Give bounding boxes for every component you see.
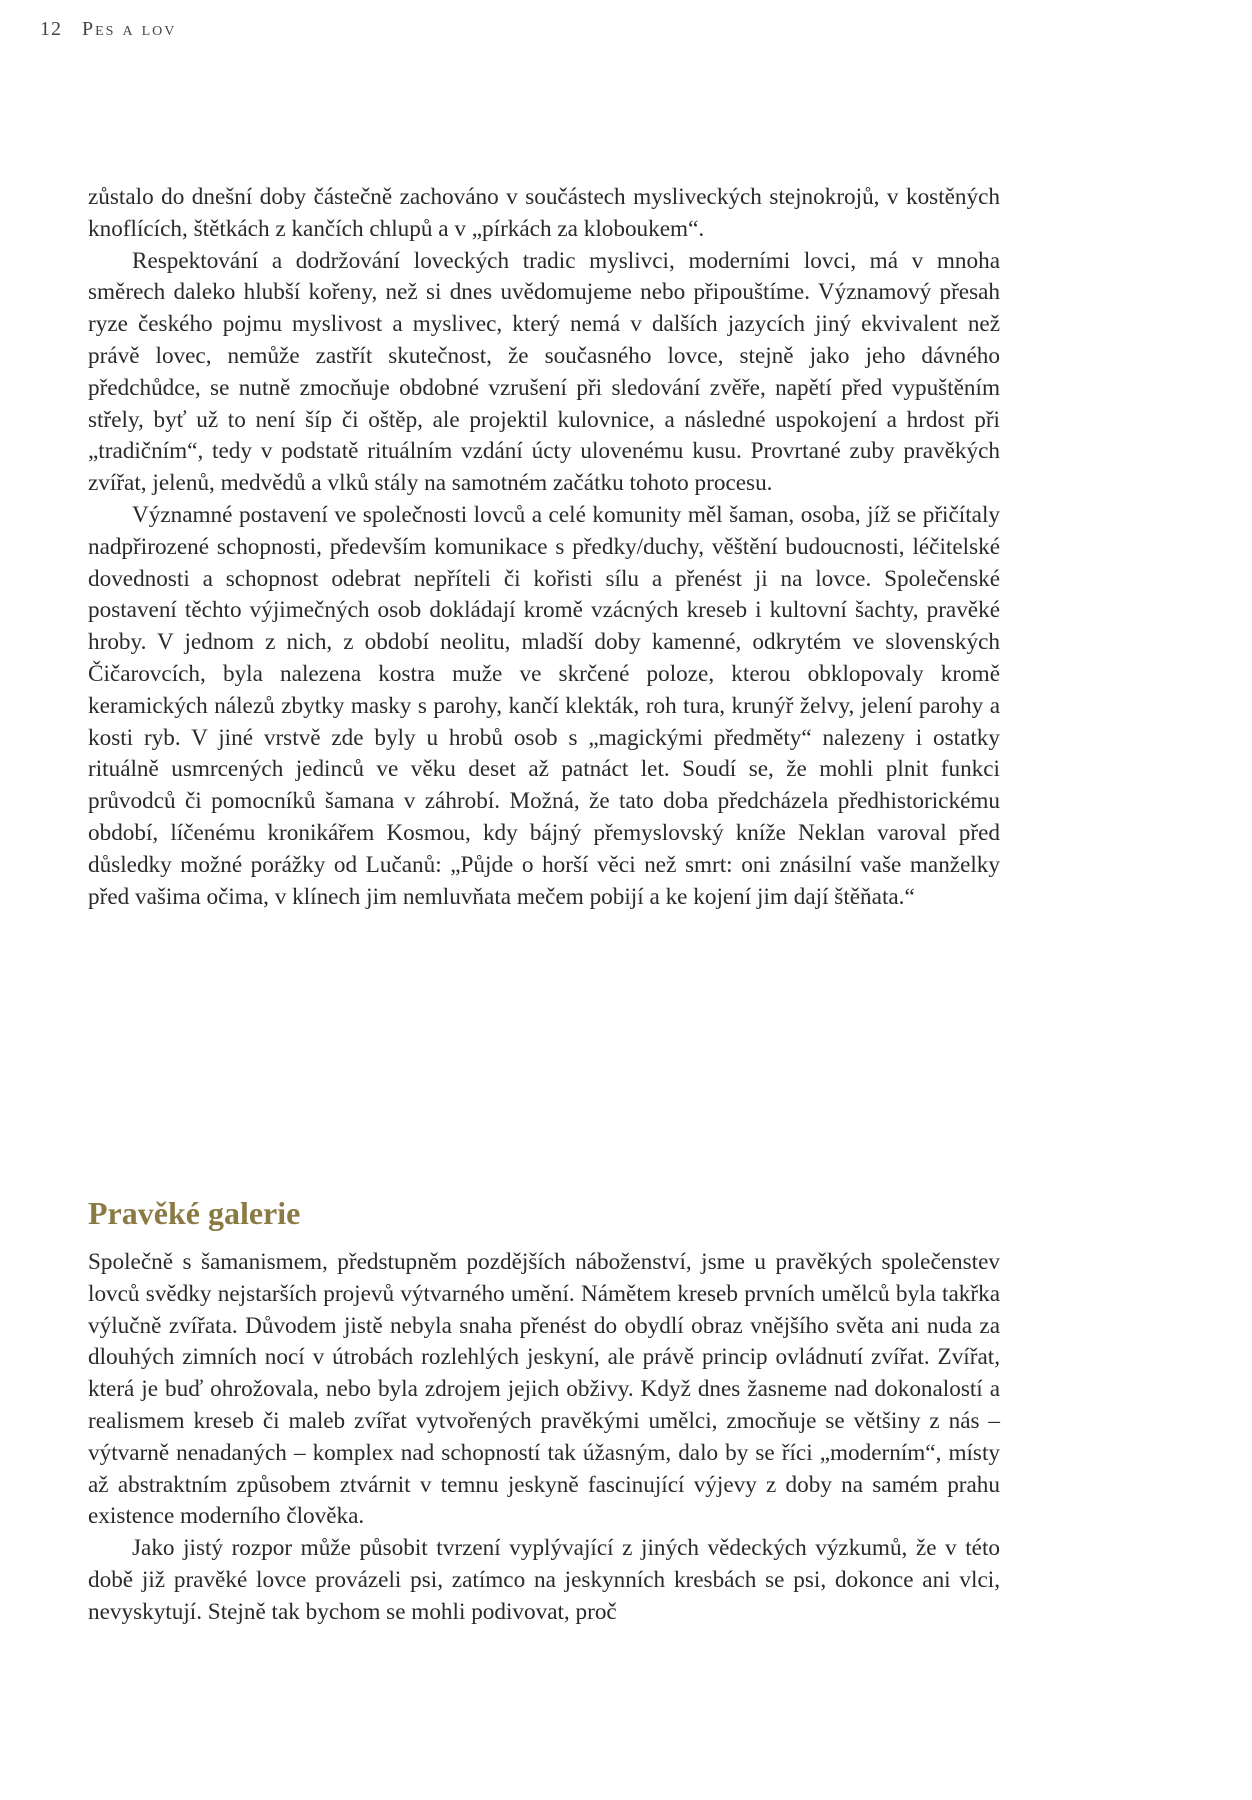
running-header: [40, 18, 176, 41]
body-paragraph: Významné postavení ve společnosti lovců a celé komunity měl šaman, osoba, jíž se přičítaly nadpřirozené schopnosti, především komunikace s předky/duchy, věštění budoucnosti, léčitelské dovednosti a schopnost odebrat nepříteli či kořisti sílu a přenést ji na lovce. Společenské postavení těchto výjimečných osob dokládají kromě vzácných kreseb i kultovní šachty, pravěké hroby. V jednom z nich, z období neolitu, mladší doby kamenné, odkrytém ve slovenských Čičarovcích, byla nalezena kostra muže ve skrčené poloze, kterou obklopovaly kromě keramických nálezů zbytky masky s parohy, kančí klekták, roh tura, krunýř želvy, jelení parohy a kosti ryb. V jiné vrstvě zde byly u hrobů osob s „magickými předměty“ nalezeny i ostatky rituálně usmrcených jedinců ve věku deset až patnáct let. Soudí se, že mohli plnit funkci průvodců či pomocníků šamana v záhrobí. Možná, že tato doba předcházela předhistorickému období, líčenému kronikářem Kosmou, kdy bájný přemyslovský kníže Neklan varoval před důsledky možné porážky od Lučanů: „Půjde o horší věci než smrt: oni znásilní vaše manželky před vašima očima, v klínech jim nemluvňata mečem pobijí a ke kojení jim dají štěňata.“: [88, 501, 1000, 910]
section-heading: Pravěké galerie: [88, 1195, 301, 1231]
body-text-block-2: [88, 1247, 1000, 1629]
body-paragraph: Jako jistý rozpor může působit tvrzení vyplývající z jiných vědeckých výzkumů, že v této době již pravěké lovce provázeli psi, zatímco na jeskynních kresbách se psi, dokonce ani vlci, nevyskytují. Stejně tak bychom se mohli podivovat, proč: [88, 1535, 1000, 1625]
body-paragraph: zůstalo do dnešní doby částečně zachováno v součástech mysliveckých stejnokrojů, v kostěných knoflících, štětkách z kančích chlupů a v „pírkách za kloboukem“.: [88, 184, 1000, 242]
body-text-block-1: [88, 182, 1000, 913]
body-paragraph: Respektování a dodržování loveckých tradic myslivci, moderními lovci, má v mnoha směrech daleko hlubší kořeny, než si dnes uvědomujeme nebo připouštíme. Významový přesah ryze českého pojmu myslivost a myslivec, který nemá v dalších jazycích jiný ekvivalent než právě lovec, nemůže zastřít skutečnost, že současného lovce, stejně jako jeho dávného předchůdce, se nutně zmocňuje obdobné vzrušení při sledování zvěře, napětí před vypuštěním střely, byť už to není šíp či oštěp, ale projektil kulovnice, a následné uspokojení a hrdost při „tradičním“, tedy v podstatě rituálním vzdání úcty ulovenému kusu. Provrtané zuby pravěkých zvířat, jelenů, medvědů a vlků stály na samotném začátku tohoto procesu.: [88, 247, 1000, 497]
body-paragraph: Společně s šamanismem, předstupněm pozdějších náboženství, jsme u pravěkých společenstev lovců svědky nejstarších projevů výtvarného umění. Námětem kreseb prvních umělců byla takřka výlučně zvířata. Důvodem jistě nebyla snaha přenést do obydlí obraz vnějšího světa ani nuda za dlouhých zimních nocí v útrobách rozlehlých jeskyní, ale právě princip ovládnutí zvířat. Zvířat, která je buď ohrožovala, nebo byla zdrojem jejich obživy. Když dnes žasneme nad dokonalostí a realismem kreseb či maleb zvířat vytvořených pravěkými umělci, zmocňuje se většiny z nás – výtvarně nenadaných – komplex nad schopností tak úžasným, dalo by se říci „moderním“, místy až abstraktním způsobem ztvárnit v temnu jeskyně fascinující výjevy z doby na samém prahu existence moderního člověka.: [88, 1249, 1000, 1530]
page-number: 12: [40, 18, 62, 40]
running-title: Pes a lov: [82, 18, 177, 40]
